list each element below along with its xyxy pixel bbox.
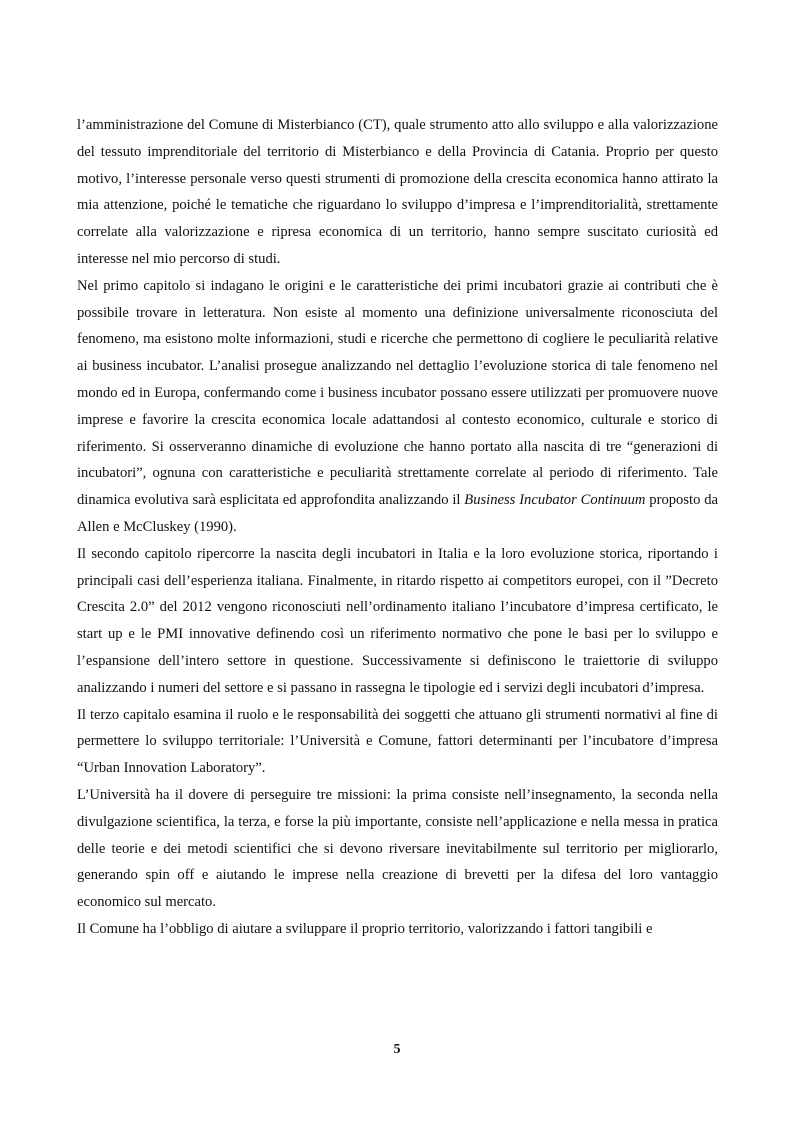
paragraph-chapter-two: [77, 541, 718, 702]
page-number: 5: [393, 1042, 401, 1057]
text-segment: Il terzo capitalo esamina il ruolo e le responsabilità dei soggetti che attuano gli strumenti normativi al fine di permettere lo sviluppo territoriale: l’Università e Comune, fattori determinanti per l’incubatore d’impresa “Urban Innovation Laboratory”.: [77, 706, 718, 777]
body-text: [77, 112, 718, 943]
text-segment: Nel primo capitolo si indagano le origini e le caratteristiche dei primi incubatori grazie ai contributi che è possibile trovare in letteratura. Non esiste al momento una definizione universalmente riconosciuta del fenomeno, ma esistono molte informazioni, studi e ricerche che permettono di cogliere le peculiarità relative ai business incubator. L’analisi prosegue analizzando nel dettaglio l’evoluzione storica di tale fenomeno nel mondo ed in Europa, confermando come i business incubator possano essere utilizzati per promuovere nuove imprese e favorire la crescita economica locale adattandosi al contesto economico, culturale e storico di riferimento. Si osserveranno dinamiche di evoluzione che hanno portato alla nascita di tre “generazioni di incubatori”, ognuna con caratteristiche e peculiarità strettamente correlate al periodo di riferimento. Tale dinamica evolutiva sarà esplicitata ed approfondita analizzando il: [77, 277, 718, 509]
paragraph-university: [77, 782, 718, 916]
paragraph-chapter-one: [77, 273, 718, 541]
text-segment: L’Università ha il dovere di perseguire tre missioni: la prima consiste nell’insegnamento, la seconda nella divulgazione scientifica, la terza, e forse la più importante, consiste nell’applicazione e nella messa in pratica delle teorie e dei metodi scientifici che si devono riversare inevitabilmente sul territorio per migliorarlo, generando spin off e aiutando le imprese nella creazione di brevetti per la difesa del loro vantaggio economico sul mercato.: [77, 786, 718, 911]
text-segment: l’amministrazione del Comune di Misterbianco (CT), quale strumento atto allo sviluppo e alla valorizzazione del tessuto imprenditoriale del territorio di Misterbianco e della Provincia di Catania. Proprio per questo motivo, l’interesse personale verso questi strumenti di promozione della crescita economica hanno attirato la mia attenzione, poiché le tematiche che riguardano lo sviluppo d’impresa e l’imprenditorialità, strettamente correlate alla valorizzazione e ripresa economica di un territorio, hanno sempre suscitato curiosità ed interesse nel mio percorso di studi.: [77, 117, 718, 267]
paragraph-municipality: [77, 916, 718, 943]
paragraph-intro-continuation: [77, 112, 718, 273]
italic-title: Business Incubator Continuum: [464, 492, 646, 509]
text-segment: Il secondo capitolo ripercorre la nascita degli incubatori in Italia e la loro evoluzione storica, riportando i principali casi dell’esperienza italiana. Finalmente, in ritardo rispetto ai competitors europei, con il ”Decreto Crescita 2.0” del 2012 vengono riconosciuti nell’ordinamento italiano l’incubatore d’impresa certificato, le start up e le PMI innovative definendo così un riferimento normativo che pone le basi per lo sviluppo e l’espansione dell’intero settore in questione. Successivamente si definiscono le traiettorie di sviluppo analizzando i numeri del settore e si passano in rassegna le tipologie ed i servizi degli incubatori d’impresa.: [77, 545, 718, 696]
text-segment: Il Comune ha l’obbligo di aiutare a sviluppare il proprio territorio, valorizzando i fattori tangibili e: [77, 920, 653, 937]
paragraph-chapter-three: [77, 702, 718, 782]
text-segment: proposto da Allen e McCluskey (1990).: [77, 492, 718, 535]
